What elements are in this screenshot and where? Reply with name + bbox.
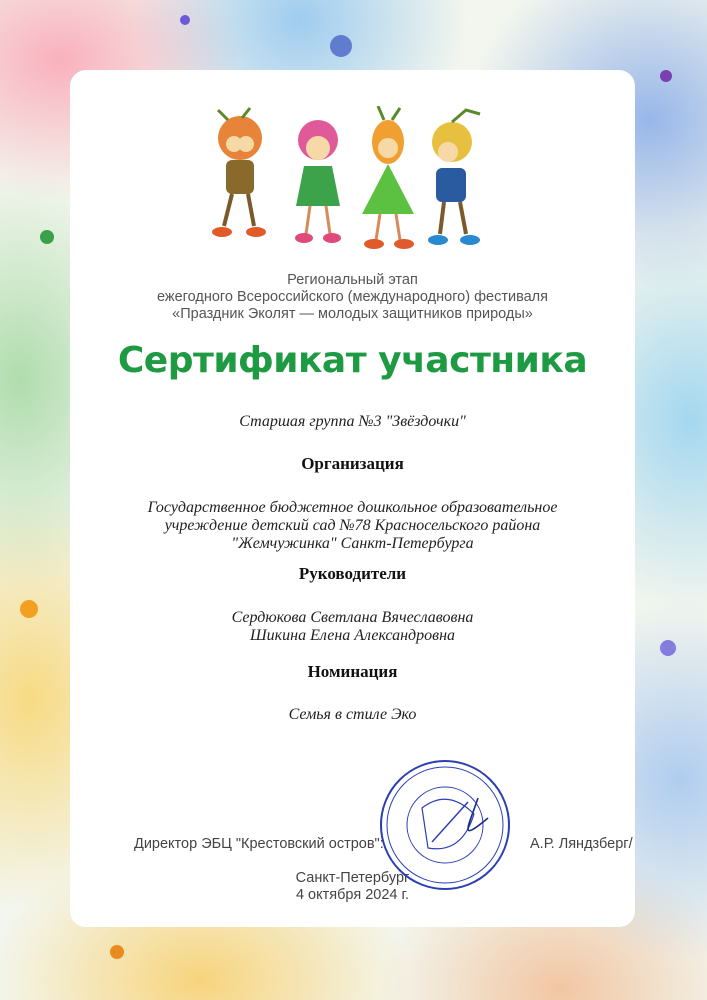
city: Санкт-Петербург [295, 870, 410, 886]
paint-splash [110, 945, 124, 959]
nomination-value: Семья в стиле Эко [288, 706, 417, 723]
nomination-heading: Номинация [307, 662, 398, 681]
director-label: Директор ЭБЦ "Крестовский остров": [134, 836, 384, 852]
header-line-2: ежегодного Всероссийского (международного) фестиваля [157, 289, 548, 305]
organization-line-1: Государственное бюджетное дошкольное образовательное [147, 499, 558, 516]
paint-splash [180, 15, 190, 25]
paint-splash [660, 640, 676, 656]
leader-name-2: Шикина Елена Александровна [249, 627, 456, 644]
certificate-title: Сертификат участника [117, 340, 588, 381]
organization-line-3: "Жемчужинка" Санкт-Петербурга [231, 535, 474, 552]
organization-line-2: учреждение детский сад №78 Красносельского района [164, 517, 541, 534]
leaders-heading: Руководители [298, 564, 407, 583]
paint-splash [660, 70, 672, 82]
organization-heading: Организация [301, 454, 404, 473]
group-name: Старшая группа №3 "Звёздочки" [239, 413, 466, 430]
official-stamp [378, 758, 512, 892]
character-1 [212, 108, 266, 237]
date: 4 октября 2024 г. [295, 887, 410, 903]
character-4 [428, 110, 480, 245]
paint-splash [330, 35, 352, 57]
leader-name-1: Сердюкова Светлана Вячеславовна [231, 609, 474, 626]
ecolyata-characters-illustration [208, 106, 498, 254]
paint-splash [40, 230, 54, 244]
header-line-3: «Праздник Эколят — молодых защитников природы» [172, 306, 533, 322]
paint-splash [20, 600, 38, 618]
character-3 [362, 106, 414, 249]
header-line-1: Региональный этап [287, 272, 418, 288]
character-2 [295, 120, 341, 243]
director-name: А.Р. Ляндзберг/ [530, 836, 633, 852]
